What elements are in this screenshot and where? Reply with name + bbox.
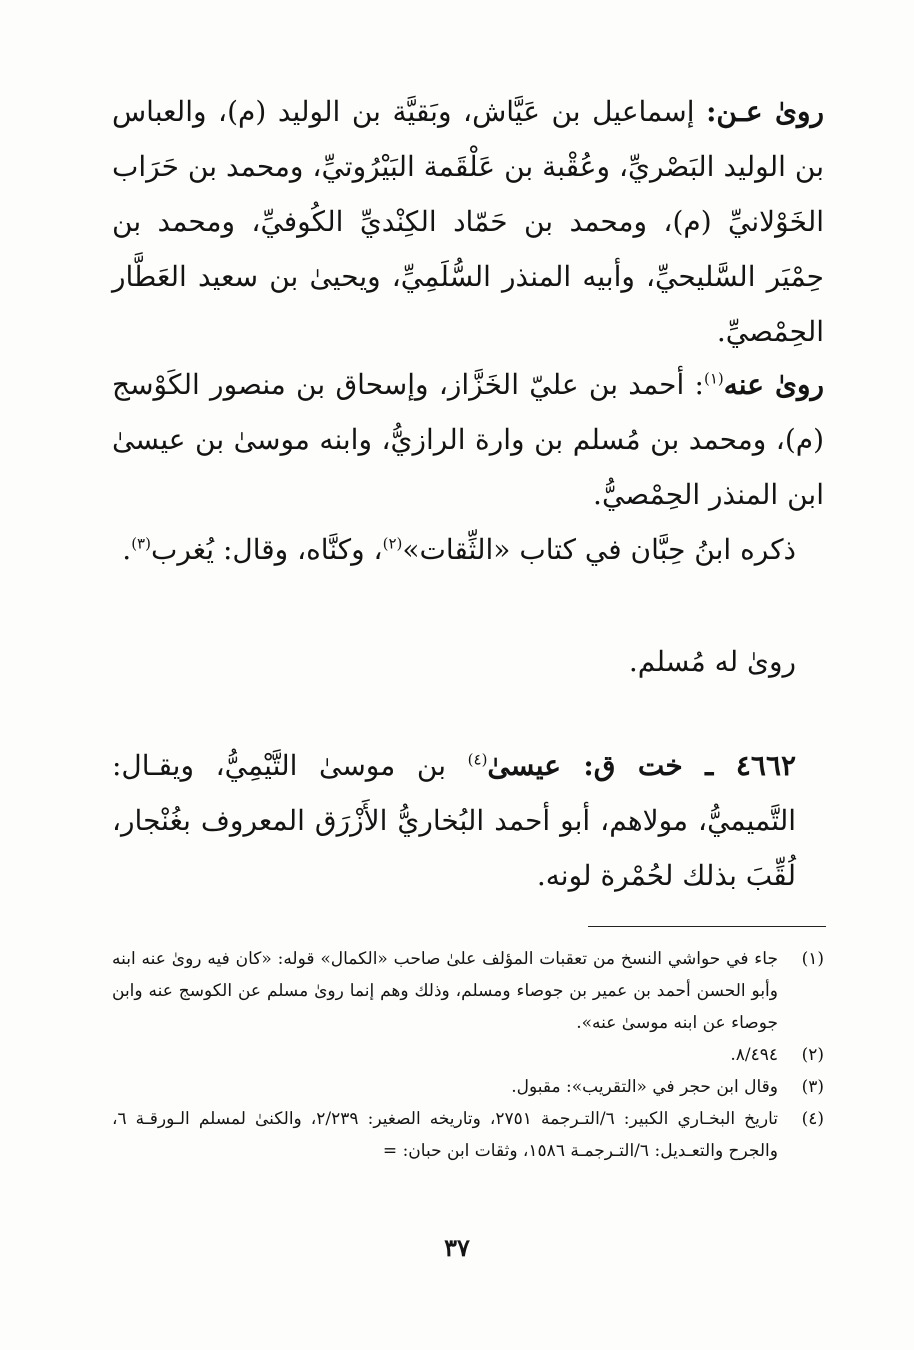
footnote-ref-4[interactable]: (٤) [467, 750, 488, 769]
ibn-hibban-text-c: . [122, 533, 132, 566]
footnote-number: (٢) [801, 1045, 824, 1065]
muslim-text: روىٰ له مُسلم. [628, 645, 796, 678]
footnote-number: (٣) [801, 1077, 824, 1097]
footnote-2 [112, 1039, 824, 1071]
ibn-hibban-paragraph [112, 522, 824, 577]
footnote-1 [112, 943, 824, 1039]
footnote-text: تاريخ البخـاري الكبير: ٦/التـرجمة ٢٧٥١، وتاريخه الصغير: ٢/٢٣٩، والكنىٰ لمسلم الـورقـة ٦، والجرح والتعـديل: ٦/التـرجمـة ١٥٨٦، وثقات ابن حبان: = [112, 1109, 778, 1161]
narrated-by-text: : أحمد بن عليّ الخَزَّاز، وإسحاق بن منصور الكَوْسج (م)، ومحمد بن مُسلم بن وارة الرازيُّ، وابنه موسىٰ بن عيسىٰ ابن المنذر الحِمْصيُّ. [112, 368, 824, 511]
footnote-ref-1[interactable]: (١) [703, 369, 724, 388]
footnote-ref-2[interactable]: (٢) [382, 534, 403, 553]
narrated-from-heading: رویٰ عـن: [706, 95, 824, 128]
entry-4662-text: بن موسىٰ التَّيْمِيُّ، ويقـال: التَّميميُّ، مولاهم، أبو أحمد البُخاريُّ الأَزْرَق المعروف بغُنْجار، لُقِّبَ بذلك لحُمْرة لونه. [112, 749, 796, 892]
entry-4662-heading: ٤٦٦٢ ـ خت ق: عيسىٰ [487, 749, 797, 782]
muslim-paragraph [112, 634, 824, 689]
page-number: ٣٧ [444, 1233, 470, 1262]
footnote-text: جاء في حواشي النسخ من تعقبات المؤلف علىٰ صاحب «الكمال» قوله: «كان فيه روىٰ عنه ابنه وأبو الحسن أحمد بن عمير بن جوصاء ومسلم، وذلك وهم إنما روىٰ مسلم عن الكوسج عنه وابن جوصاء عن ابنه موسىٰ عنه». [112, 949, 778, 1033]
entry-4662-paragraph [112, 738, 824, 903]
footnote-number: (٤) [801, 1109, 824, 1129]
narrated-by-heading: روىٰ عنه [723, 368, 825, 401]
narrators-by-paragraph [112, 357, 824, 522]
narrators-from-paragraph [112, 84, 824, 359]
ibn-hibban-text-a: ذكره ابنُ حِبَّان في كتاب «الثِّقات» [402, 533, 796, 566]
footnote-text: ٨/٤٩٤. [730, 1045, 778, 1065]
footnote-ref-3[interactable]: (٣) [131, 534, 151, 553]
footnote-4 [112, 1103, 824, 1167]
footnote-3 [112, 1071, 824, 1103]
footnotes [112, 943, 824, 1167]
footnote-number: (١) [801, 949, 824, 969]
footnote-text: وقال ابن حجر في «التقريب»: مقبول. [511, 1077, 778, 1097]
narrated-from-text: إسماعيل بن عَيَّاش، وبَقيَّة بن الوليد (م)، والعباس بن الوليد البَصْريِّ، وعُقْبة بن عَلْقَمة البَيْرُوتيِّ، ومحمد بن حَرَاب الخَوْلانيِّ (م)، ومحمد بن حَمّاد الكِنْديِّ الكُوفيِّ، ومحمد بن حِمْيَر السَّليحيِّ، وأبيه المنذر السُّلَمِيِّ، ويحيىٰ بن سعيد العَطَّار الحِمْصيِّ. [112, 95, 824, 348]
footnote-separator [588, 926, 826, 927]
ibn-hibban-text-b: ، وكنَّاه، وقال: يُغرب [150, 533, 383, 566]
